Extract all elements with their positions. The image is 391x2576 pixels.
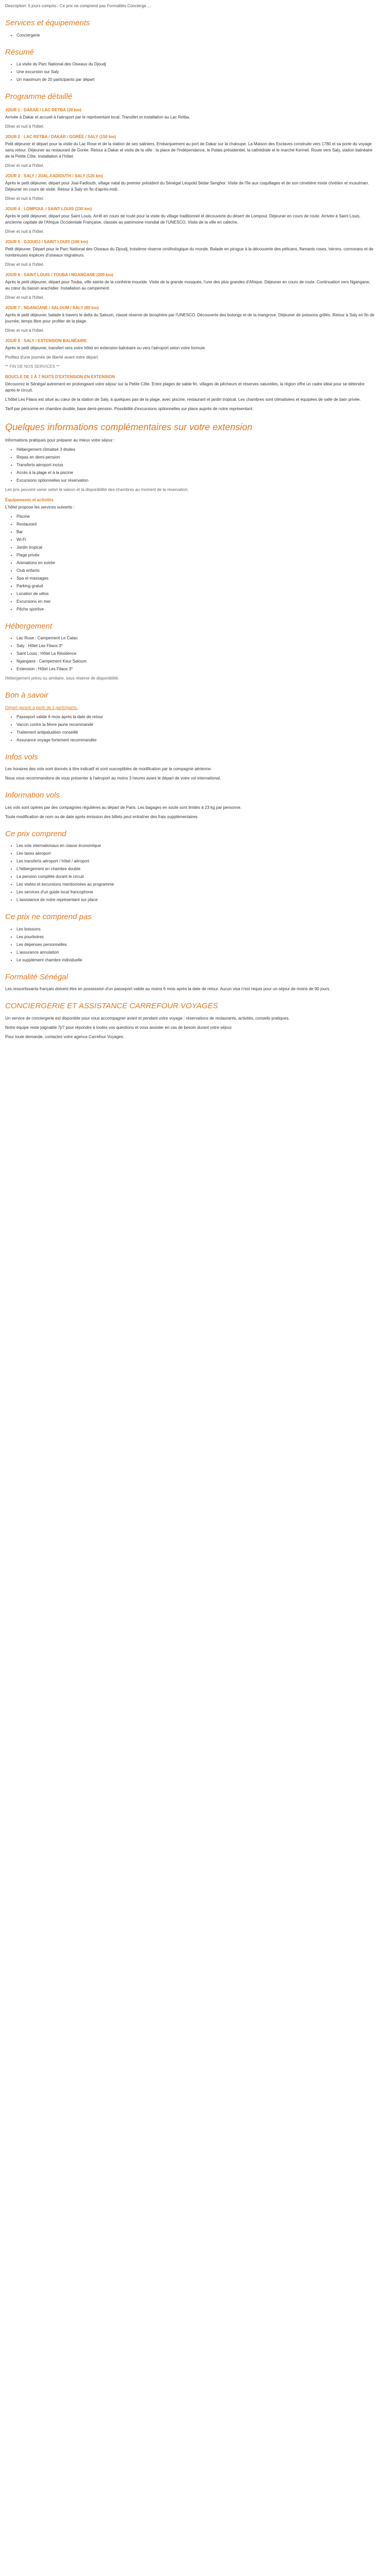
list-item: • Pêche sportive xyxy=(17,606,376,613)
prix-list xyxy=(5,843,376,903)
list-item: • Plage privée xyxy=(17,552,376,558)
program-days xyxy=(5,107,376,361)
infos-para: Nous vous recommandons de vous présenter à l'aéroport au moins 3 heures avant le départ de votre vol international. xyxy=(5,776,221,781)
list-item: • Wi-Fi xyxy=(17,537,376,543)
extras-list xyxy=(5,447,376,484)
day-text: Arrivée à Dakar et accueil à l'aéroport par le représentant local. Transfert et installation au Lac Retba. xyxy=(5,114,190,120)
list-item: • Saint Louis : Hôtel La Résidence xyxy=(17,651,376,657)
day-meals: Dîner et nuit à l'hôtel. xyxy=(5,229,44,234)
list-item: • Bar xyxy=(17,529,376,535)
day-text: Petit déjeuner et départ pour la visite du Lac Rose et de la station de ses saliniers. Embarquement au port de Dakar sur la chaloupe. La Maison des Esclaves construite vers 1780 et sa porte du voyage sans retour. Déjeuner au restaurant de Gorée. Retour à Dakar et visite de la ville : la place de l'Indépendance, le Palais présidentiel, la cathédrale et le marché Kermel. Route vers Saly, station balnéaire de la Petite Côte. Installation à l'hôtel. xyxy=(5,141,372,159)
program-end-note: ** FIN DE NOS SERVICES ** xyxy=(5,364,60,369)
day-block xyxy=(5,272,376,301)
list-item: • Le supplément chambre individuelle xyxy=(17,957,376,963)
list-item: • Ngangane : Campement Keur Saloum xyxy=(17,658,376,665)
list-item: • L'assurance annulation xyxy=(17,950,376,956)
list-item: • Lac Rose : Campement Le Calao xyxy=(17,635,376,641)
list-item: • Repas en demi-pension xyxy=(17,454,376,461)
infos-para: Les horaires des vols sont donnés à titre indicatif et sont susceptibles de modification par la compagnie aérienne. xyxy=(5,767,212,771)
list-item: • Vaccin contre la fièvre jaune recommandé xyxy=(17,722,376,728)
list-item: • Les transferts aéroport / hôtel / aéroport xyxy=(17,858,376,865)
list-item: • Les boissons xyxy=(17,926,376,933)
extension-para: Découvrez le Sénégal autrement en prolongeant votre séjour sur la Petite Côte. Entre plages de sable fin, villages de pêcheurs et réserves naturelles, la région offre un cadre idéal pour se détendre après le circuit. xyxy=(5,381,365,393)
page xyxy=(0,0,381,1056)
day-title: JOUR 5 : DJOUDJ / SAINT LOUIS (100 km) xyxy=(5,239,88,244)
resume-title: Résumé xyxy=(5,47,34,57)
list-item: • Hébergement climatisé 3 étoiles xyxy=(17,447,376,453)
prix-title: Ce prix comprend xyxy=(5,829,67,838)
day-title: JOUR 3 : SALY / JOAL-FADIOUTH / SALY (120 km) xyxy=(5,173,103,178)
day-text: Après le petit déjeuner, départ pour Touba, ville sainte de la confrérie mouride. Visite de la grande mosquée, l'une des plus grandes d'Afrique. Déjeuner en cours de route. Continuation vers Ngangane, au cœur du bassin arachidier. Installation au campement. xyxy=(5,279,370,291)
extras-intro: Informations pratiques pour préparer au mieux votre séjour : xyxy=(5,437,115,443)
extras-title: Quelques informations complémentaires sur votre extension xyxy=(5,421,253,432)
list-item: • Une excursion sur Saly xyxy=(17,69,376,75)
list-item: • Excursions en mer xyxy=(17,599,376,605)
list-item: • Passeport valide 6 mois après la date de retour xyxy=(17,714,376,720)
day-title: JOUR 1 : DAKAR / LAC RETBA (30 km) xyxy=(5,107,82,112)
day-title: JOUR 7 : NGANGANE / SALOUM / SALY (80 km) xyxy=(5,305,99,310)
list-item: • Les visites et excursions mentionnées au programme xyxy=(17,882,376,888)
day-block xyxy=(5,206,376,235)
hebergement-title: Hébergement xyxy=(5,621,52,631)
list-item: • Restaurant xyxy=(17,521,376,528)
bon-intro xyxy=(5,705,376,711)
list-item: • Traitement antipaludéen conseillé xyxy=(17,730,376,736)
concierge-para: Pour toute demande, contactez votre agence Carrefour Voyages. xyxy=(5,1034,124,1039)
day-text: Petit déjeuner. Départ pour le Parc National des Oiseaux du Djoudj, troisième réserve ornithologique du monde. Balade en pirogue à la découverte des pélicans, flamants roses, hérons, cormorans et de nombreuses espèces d'oiseaux migrateurs. xyxy=(5,246,373,258)
list-item: • Extension : Hôtel Les Filaos 3* xyxy=(17,666,376,672)
bon-intro-link[interactable]: Départ garanti à partir de 2 participants. xyxy=(5,705,78,710)
info2-para: Toute modification de nom ou de date après émission des billets peut entraîner des frais supplémentaires. xyxy=(5,814,199,819)
bon-title: Bon à savoir xyxy=(5,691,48,700)
list-item: • Location de vélos xyxy=(17,591,376,597)
intro-text: Description: 5 jours compris - Ce prix ne comprend pas Formalités Concierge ... xyxy=(5,4,151,8)
day-title: JOUR 2 : LAC RETBA / DAKAR / GORÉE / SALY (150 km) xyxy=(5,134,116,139)
noprix-title: Ce prix ne comprend pas xyxy=(5,912,92,921)
day-meals: Dîner et nuit à l'hôtel. xyxy=(5,163,44,168)
day-meals: Dîner et nuit à l'hôtel. xyxy=(5,262,44,267)
info2-para: Les vols sont opérés par des compagnies régulières au départ de Paris. Les bagages en soute sont limités à 23 kg par personne. xyxy=(5,805,242,810)
day-title: JOUR 4 : LOMPOUL / SAINT LOUIS (230 km) xyxy=(5,206,92,211)
list-item: • Spa et massages xyxy=(17,575,376,582)
day-title: JOUR 6 : SAINT LOUIS / TOUBA / NGANGANE (200 km) xyxy=(5,272,113,277)
noprix-list xyxy=(5,926,376,963)
list-item: • Accès à la plage et à la piscine xyxy=(17,470,376,476)
day-meals: Profitez d'une journée de liberté avant votre départ. xyxy=(5,354,99,360)
formalite-title: Formalité Sénégal xyxy=(5,972,68,981)
day-text: Après le petit déjeuner, départ pour Saint Louis. Arrêt en cours de route pour la visite du village traditionnel et découverte du désert de Lompoul. Déjeuner en cours de route. Arrivée à Saint Louis, ancienne capitale de l'Afrique Occidentale Française, classée au patrimoine mondial de l'UNESCO. Visite de la ville en calèche. xyxy=(5,213,361,225)
list-item: • Les vols internationaux en classe économique xyxy=(17,843,376,849)
extension-para: L'hôtel Les Filaos est situé au cœur de la station de Saly, à quelques pas de la plage, avec piscine, restaurant et jardin tropical. Les chambres sont climatisées et équipées de salle de bain privée. xyxy=(5,397,361,402)
list-item: • Transferts aéroport inclus xyxy=(17,462,376,468)
program-title: Programme détaillé xyxy=(5,92,73,101)
day-meals: Dîner et nuit à l'hôtel. xyxy=(5,328,44,333)
extension-title: BOUCLE DE 1 À 7 NUITS D'EXTENSION EN EXTENSION xyxy=(5,374,115,379)
resume-list xyxy=(5,61,376,83)
list-item: • Les dépenses personnelles xyxy=(17,942,376,948)
infos-title: Infos vols xyxy=(5,752,38,761)
hebergement-list xyxy=(5,635,376,672)
list-item: • Les services d'un guide local francophone xyxy=(17,889,376,895)
list-item: • La pension complète durant le circuit xyxy=(17,874,376,880)
list-item: • Jardin tropical xyxy=(17,545,376,551)
day-text: Après le petit déjeuner, départ pour Joal-Fadiouth, village natal du premier président du Sénégal Léopold Sédar Senghor. Visite de l'île aux coquillages et de son cimetière mixte chrétien et musulman. Déjeuner en cours de visite. Retour à Saly en fin d'après-midi. xyxy=(5,180,369,192)
services-list xyxy=(5,32,376,39)
day-block xyxy=(5,107,376,130)
list-item: • Piscine xyxy=(17,514,376,520)
concierge-para: Un service de conciergerie est disponible pour vous accompagner avant et pendant votre voyage : réservations de restaurants, activités, conseils pratiques. xyxy=(5,1015,290,1021)
extras-note: Les prix peuvent varier selon la saison et la disponibilité des chambres au moment de la réservation. xyxy=(5,487,189,492)
list-item: • L'assistance de notre représentant sur place xyxy=(17,897,376,903)
list-item: • Animations en soirée xyxy=(17,560,376,566)
list-item: • Saly : Hôtel Les Filaos 3* xyxy=(17,643,376,649)
bon-list xyxy=(5,714,376,743)
services-title: Services et équipements xyxy=(5,19,90,27)
day-meals: Dîner et nuit à l'hôtel. xyxy=(5,295,44,300)
list-item: • Club enfants xyxy=(17,568,376,574)
equip-intro: L'hôtel propose les services suivants : xyxy=(5,504,75,510)
hebergement-note: Hébergement prévu ou similaire, sous réserve de disponibilité. xyxy=(5,676,119,681)
equip-list xyxy=(5,514,376,613)
day-block xyxy=(5,305,376,334)
list-item: • L'hébergement en chambre double xyxy=(17,866,376,872)
concierge-title: CONCIERGERIE ET ASSISTANCE CARREFOUR VOYAGES xyxy=(5,1002,218,1010)
list-item: • Les taxes aéroport xyxy=(17,851,376,857)
extension-para: Tarif par personne en chambre double, base demi-pension. Possibilité d'excursions optionnelles sur place auprès de notre représentant. xyxy=(5,406,254,411)
formalite-para: Les ressortissants français doivent être en possession d'un passeport valide au moins 6 mois après la date de retour. Aucun visa n'est requis pour un séjour de moins de 90 jours. xyxy=(5,987,331,991)
day-text: Après le petit déjeuner, balade à travers le delta du Saloum, classé réserve de biosphère par l'UNESCO. Découverte des bolongs et de la mangrove. Déjeuner de poissons grillés. Retour à Saly en fin de journée, temps libre pour profiter de la plage. xyxy=(5,312,374,324)
list-item: • Les pourboires xyxy=(17,934,376,940)
day-meals: Dîner et nuit à l'hôtel. xyxy=(5,196,44,201)
day-block xyxy=(5,134,376,169)
day-block xyxy=(5,173,376,202)
info2-title: Information vols xyxy=(5,791,60,800)
list-item: • Assurance voyage fortement recommandée xyxy=(17,737,376,743)
list-item: • Parking gratuit xyxy=(17,583,376,589)
day-block xyxy=(5,239,376,268)
list-item: • Excursions optionnelles sur réservation xyxy=(17,478,376,484)
list-item: • Conciergerie xyxy=(17,32,376,39)
list-item: • Un maximum de 20 participants par départ xyxy=(17,77,376,83)
day-meals: Dîner et nuit à l'hôtel. xyxy=(5,124,44,129)
equip-title: Équipements et activités xyxy=(5,497,54,502)
list-item: • La visite du Parc National des Oiseaux du Djoudj xyxy=(17,61,376,67)
day-title: JOUR 8 : SALY / EXTENSION BALNÉAIRE xyxy=(5,338,87,343)
day-block xyxy=(5,338,376,361)
day-text: Après le petit déjeuner, transfert vers votre hôtel en extension balnéaire ou vers l'aéroport selon votre formule. xyxy=(5,345,206,350)
concierge-para: Notre équipe reste joignable 7j/7 pour répondre à toutes vos questions et vous assister en cas de besoin durant votre séjour. xyxy=(5,1025,233,1030)
